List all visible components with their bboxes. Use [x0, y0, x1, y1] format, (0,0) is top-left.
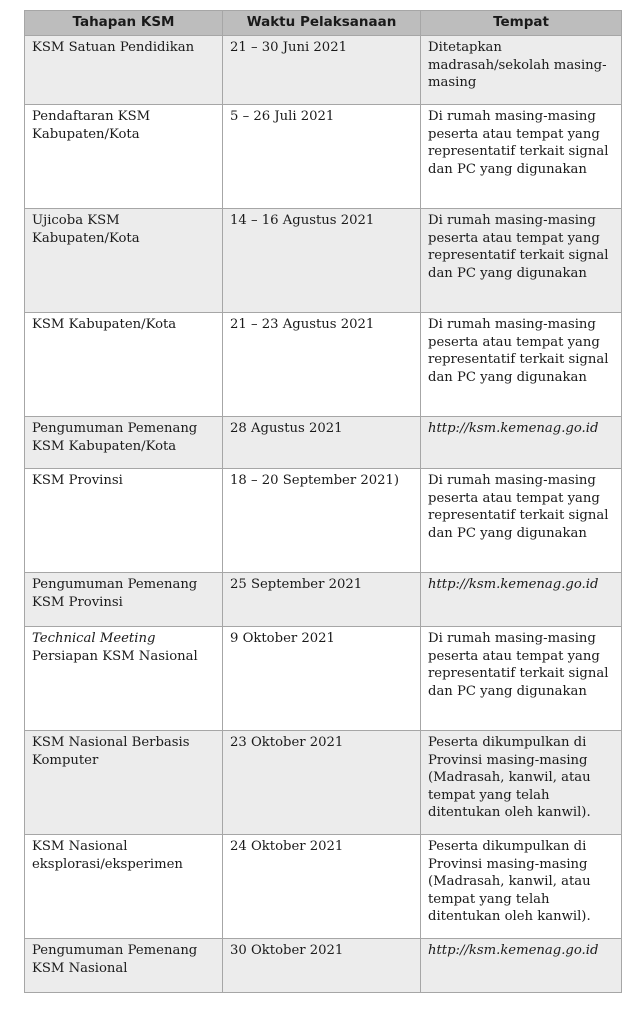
table-header-row [25, 11, 622, 36]
table-row [25, 313, 622, 417]
place-cell: Ditetapkan madrasah/sekolah masing-masing [421, 36, 622, 105]
place-cell [421, 417, 622, 469]
table-row [25, 627, 622, 731]
header-place: Tempat [421, 11, 622, 36]
stage-cell: KSM Kabupaten/Kota [25, 313, 223, 417]
stage-cell: Pengumuman Pemenang KSM Kabupaten/Kota [25, 417, 223, 469]
url-link[interactable]: http://ksm.kemenag.go.id [428, 577, 599, 592]
table-row [25, 469, 622, 573]
table-row [25, 573, 622, 627]
place-cell: Di rumah masing-masing peserta atau tempat yang representatif terkait signal dan PC yang digunakan [421, 209, 622, 313]
table-row [25, 209, 622, 313]
url-link[interactable]: http://ksm.kemenag.go.id [428, 943, 599, 958]
place-cell: Peserta dikumpulkan di Provinsi masing-masing (Madrasah, kanwil, atau tempat yang telah ditentukan oleh kanwil). [421, 835, 622, 939]
table-row [25, 417, 622, 469]
stage-cell [25, 627, 223, 731]
time-cell: 25 September 2021 [223, 573, 421, 627]
time-cell: 9 Oktober 2021 [223, 627, 421, 731]
stage-text: Persiapan KSM Nasional [32, 648, 198, 664]
url-link[interactable]: http://ksm.kemenag.go.id [428, 421, 599, 436]
stage-cell: Pendaftaran KSM Kabupaten/Kota [25, 105, 223, 209]
schedule-table [24, 10, 622, 993]
stage-cell: KSM Provinsi [25, 469, 223, 573]
place-cell: Di rumah masing-masing peserta atau tempat yang representatif terkait signal dan PC yang digunakan [421, 105, 622, 209]
place-cell: Peserta dikumpulkan di Provinsi masing-masing (Madrasah, kanwil, atau tempat yang telah ditentukan oleh kanwil). [421, 731, 622, 835]
table-row [25, 939, 622, 993]
stage-cell: Ujicoba KSM Kabupaten/Kota [25, 209, 223, 313]
header-stage: Tahapan KSM [25, 11, 223, 36]
place-cell [421, 939, 622, 993]
time-cell: 21 – 23 Agustus 2021 [223, 313, 421, 417]
time-cell: 24 Oktober 2021 [223, 835, 421, 939]
place-cell [421, 573, 622, 627]
stage-italic-text: Technical Meeting [32, 631, 156, 646]
place-cell: Di rumah masing-masing peserta atau tempat yang representatif terkait signal dan PC yang digunakan [421, 469, 622, 573]
time-cell: 23 Oktober 2021 [223, 731, 421, 835]
time-cell: 28 Agustus 2021 [223, 417, 421, 469]
time-cell: 21 – 30 Juni 2021 [223, 36, 421, 105]
time-cell: 30 Oktober 2021 [223, 939, 421, 993]
table-row [25, 105, 622, 209]
stage-cell: Pengumuman Pemenang KSM Provinsi [25, 573, 223, 627]
stage-cell: KSM Satuan Pendidikan [25, 36, 223, 105]
header-time: Waktu Pelaksanaan [223, 11, 421, 36]
table-row [25, 36, 622, 105]
place-cell: Di rumah masing-masing peserta atau tempat yang representatif terkait signal dan PC yang digunakan [421, 627, 622, 731]
time-cell: 14 – 16 Agustus 2021 [223, 209, 421, 313]
stage-cell: Pengumuman Pemenang KSM Nasional [25, 939, 223, 993]
stage-cell: KSM Nasional Berbasis Komputer [25, 731, 223, 835]
stage-cell: KSM Nasional eksplorasi/eksperimen [25, 835, 223, 939]
place-cell: Di rumah masing-masing peserta atau tempat yang representatif terkait signal dan PC yang digunakan [421, 313, 622, 417]
table-row [25, 731, 622, 835]
table-row [25, 835, 622, 939]
time-cell: 18 – 20 September 2021) [223, 469, 421, 573]
time-cell: 5 – 26 Juli 2021 [223, 105, 421, 209]
